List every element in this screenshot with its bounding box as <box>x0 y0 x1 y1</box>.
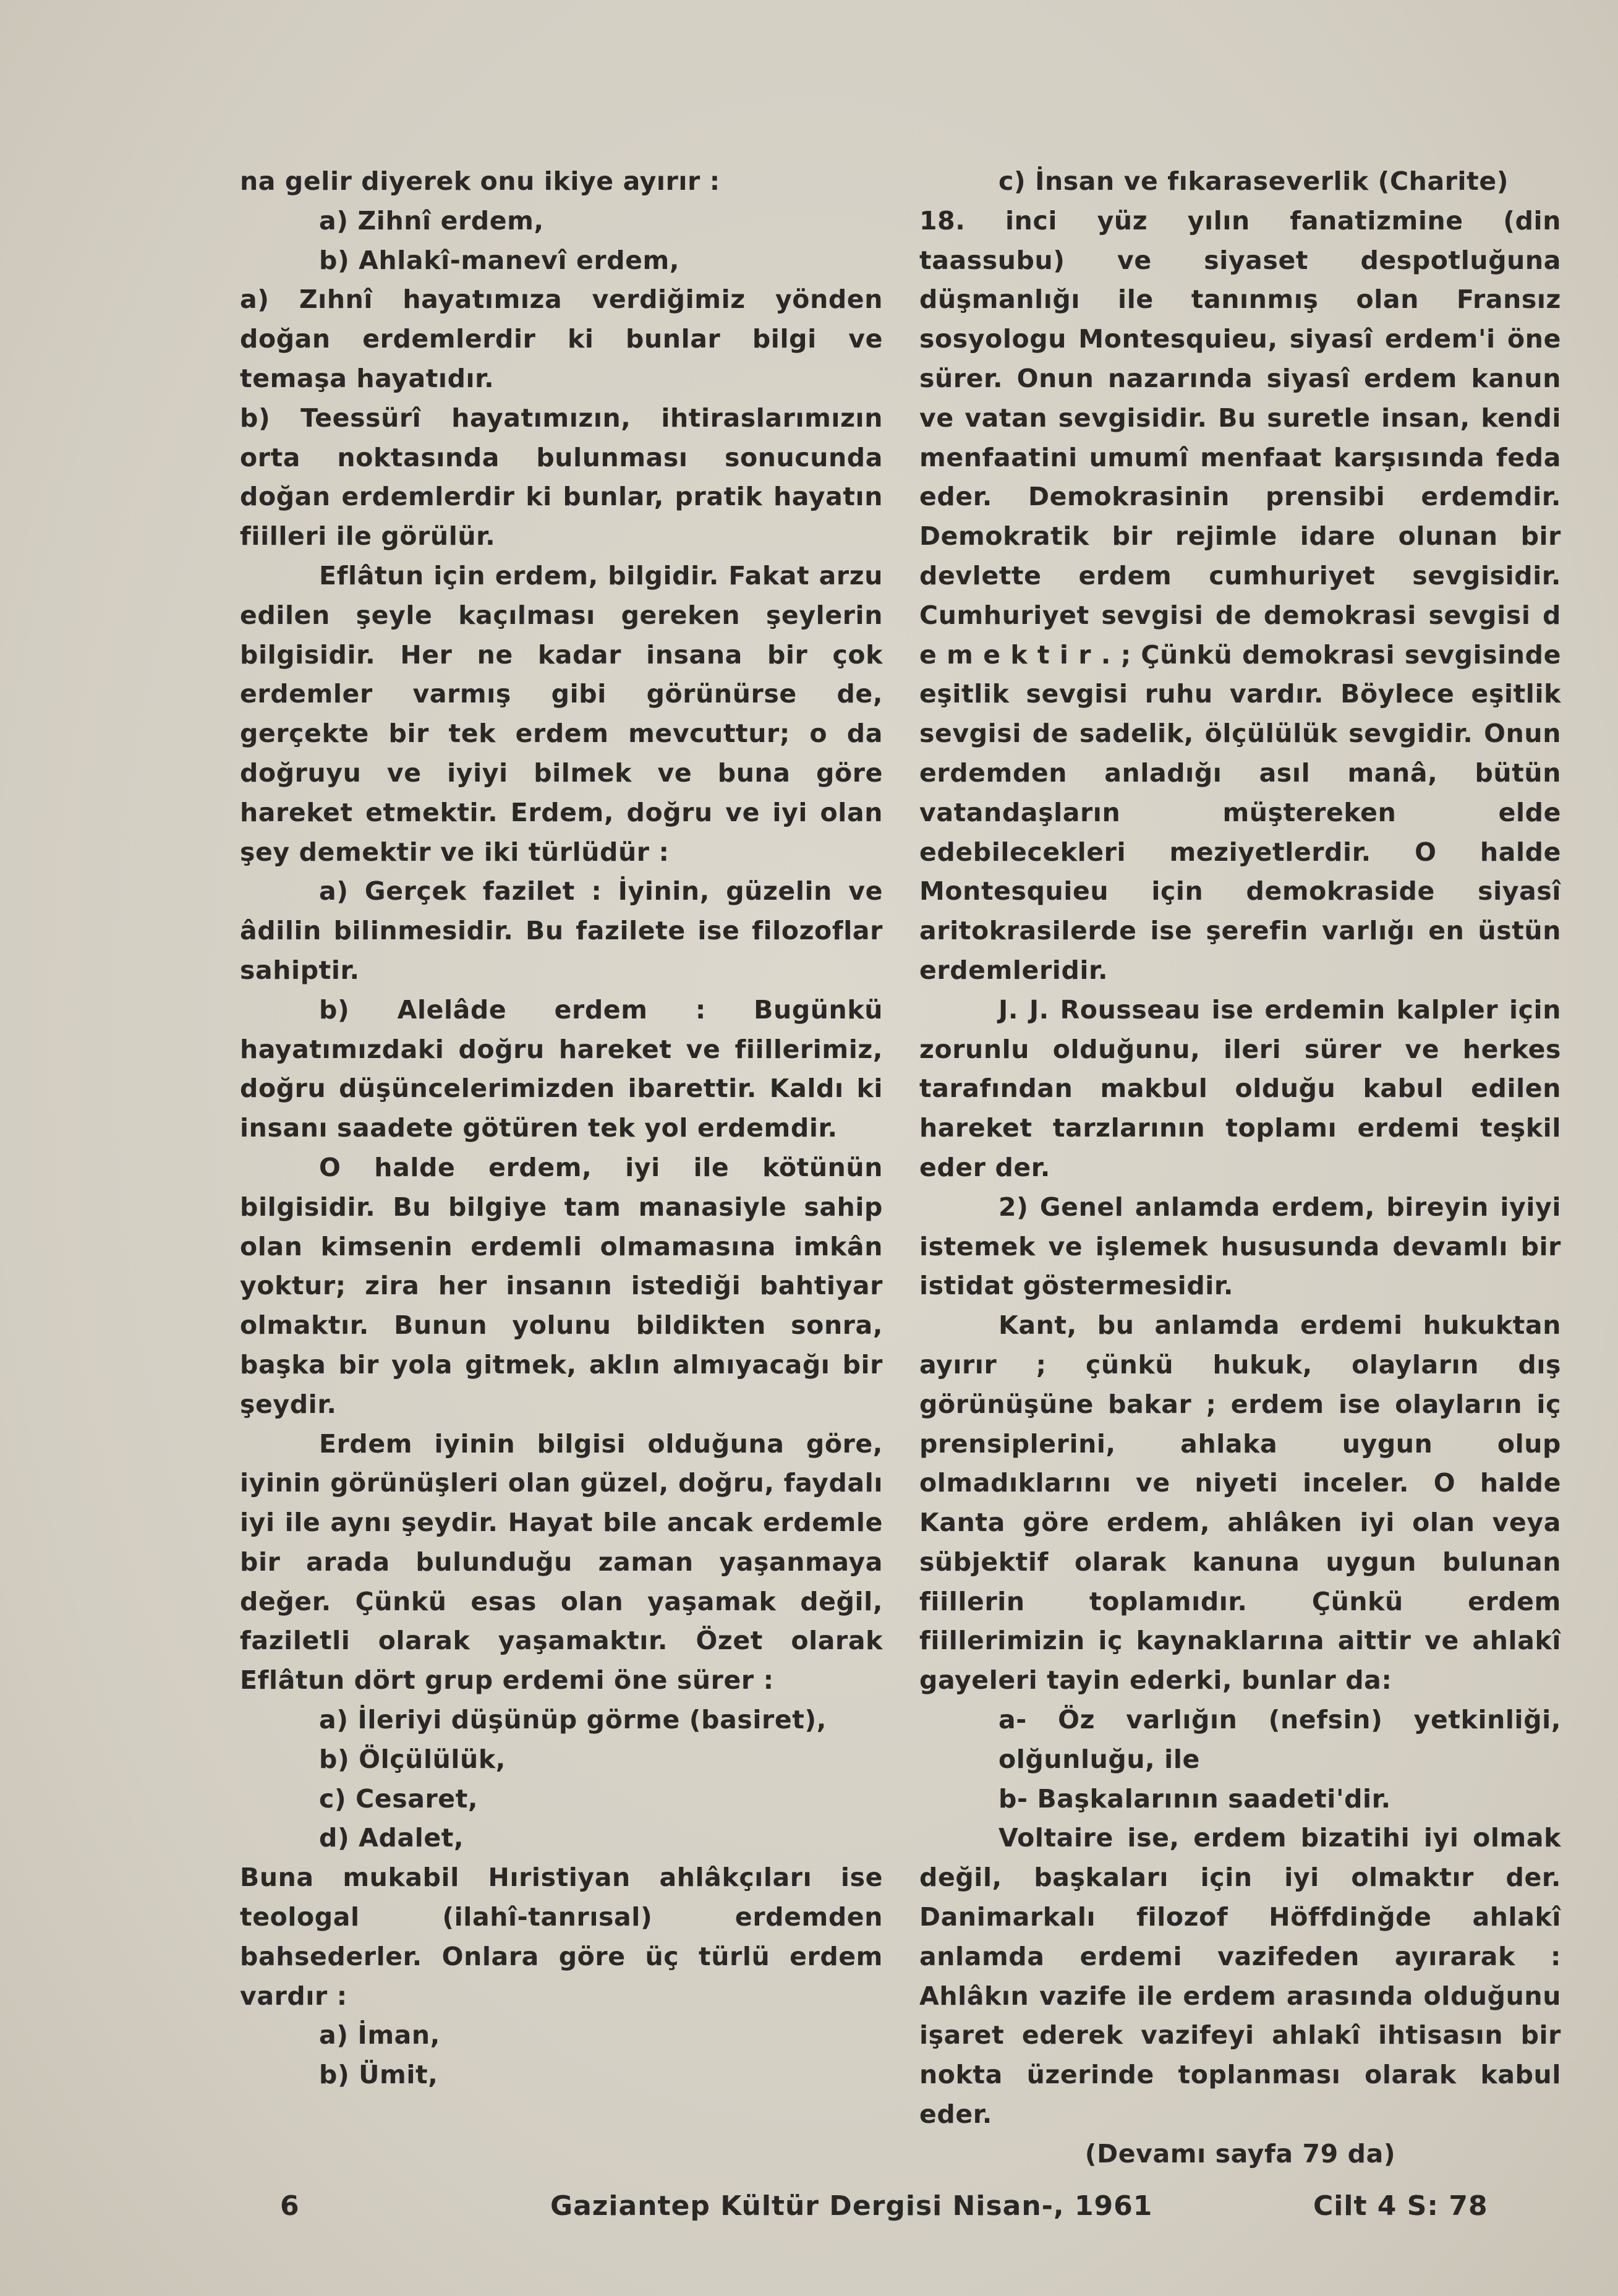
list-item: a) Zihnî erdem, <box>319 205 544 236</box>
paragraph: Eflâtun için erdem, bilgidir. Fakat arzu edilen şeyle kaçılması gereken şeylerin bilgisidir. Her ne kadar insana bir çok erdemler varmış gibi görünürse de, gerçekte bir tek erdem mevcuttur; o da doğruyu ve iyiyi bilmek ve buna göre hareket etmektir. Erdem, doğru ve iyi olan şey demektir ve iki türlüdür : <box>240 560 883 867</box>
list-item: b- Başkalarının saadeti'dir. <box>998 1783 1391 1814</box>
paragraph: 2) Genel anlamda erdem, bireyin iyiyi istemek ve işlemek hususunda devamlı bir istidat göstermesidir. <box>919 1192 1561 1301</box>
list-item: a) İleriyi düşünüp görme (basiret), <box>319 1705 827 1735</box>
paragraph: J. J. Rousseau ise erdemin kalpler için zorunlu olduğunu, ileri sürer ve herkes tarafından makbul olduğu kabul edilen hareket tarzlarının toplamı erdemi teşkil eder der. <box>919 994 1561 1182</box>
page-number: 6 <box>280 2190 300 2222</box>
paragraph: Buna mukabil Hıristiyan ahlâkçıları ise teologal (ilahî-tanrısal) erdemden bahsederler. Onlara göre üç türlü erdem vardır : <box>240 1863 883 2011</box>
list-item: c) Cesaret, <box>319 1783 479 1814</box>
paragraph: a) Zıhnî hayatımıza verdiğimiz yönden doğan erdemlerdir ki bunlar bilgi ve temaşa hayatıdır. <box>240 284 883 393</box>
list-item: b) Ahlakî-manevî erdem, <box>319 245 680 275</box>
paragraph: Erdem iyinin bilgisi olduğuna göre, iyinin görünüşleri olan güzel, doğru, faydalı iyi ile aynı şeydir. Hayat bile ancak erdemle bir arada bulunduğu zaman yaşanmaya değer. Çünkü esas olan yaşamak değil, faziletli olarak yaşamaktır. Özet olarak Eflâtun dört grup erdemi öne sürer : <box>240 1428 883 1696</box>
paragraph: a) Gerçek fazilet : İyinin, güzelin ve âdilin bilinmesidir. Bu fazilete ise filozoflar sahiptir. <box>240 876 883 985</box>
paragraph: 18. inci yüz yılın fanatizmine (din taassubu) ve siyaset despotluğuna düşmanlığı ile tanınmış olan Fransız sosyologu Montesquieu, siyasî erdem'i öne sürer. Onun nazarında siyasî erdem kanun ve vatan sevgisidir. Bu suretle insan, kendi menfaatini umumî menfaat karşısında feda eder. Demokrasinin prensibi erdemdir. Demokratik bir rejimle idare olunan bir devlette erdem cumhuriyet sevgisidir. Cumhuriyet sevgisi de demokrasi sevgisi d e m e k t i r . ; Çünkü demokrasi sevgisinde eşitlik sevgisi ruhu vardır. Böylece eşitlik sevgisi de sadelik, ölçülülük sevgidir. Onun erdemden anladığı asıl manâ, bütün vatandaşların müştereken elde edebilecekleri meziyetlerdir. O halde Montesquieu için demokraside siyasî aritokrasilerde ise şerefin varlığı en üstün erdemleridir. <box>919 205 1561 985</box>
list-item: a- Öz varlığın (nefsin) yetkinliği, olğunluğu, ile <box>998 1705 1561 1774</box>
right-column <box>919 162 1561 2174</box>
list-item: a) İman, <box>319 2020 440 2051</box>
continued-note: (Devamı sayfa 79 da) <box>1084 2138 1396 2169</box>
paragraph: Voltaire ise, erdem bizatihi iyi olmak değil, başkaları için iyi olmaktır der. Danimarkalı filozof Höffdinğde ahlakî anlamda erdemi vazifeden ayırarak : Ahlâkın vazife ile erdem arasında olduğunu işaret ederek vazifeyi ahlakî ihtisasın bir nokta üzerinde toplanması olarak kabul eder. <box>919 1823 1561 2130</box>
list-item: c) İnsan ve fıkaraseverlik (Charite) <box>998 166 1509 196</box>
volume-issue: Cilt 4 S: 78 <box>1313 2190 1488 2222</box>
list-item: b) Ümit, <box>319 2060 438 2090</box>
paragraph: O halde erdem, iyi ile kötünün bilgisidir. Bu bilgiye tam manasiyle sahip olan kimsenin erdemli olmamasına imkân yoktur; zira her insanın istediği bahtiyar olmaktır. Bunun yolunu bildikten sonra, başka bir yola gitmek, aklın almıyacağı bir şeydir. <box>240 1152 883 1419</box>
list-item: b) Ölçülülük, <box>319 1744 506 1774</box>
paragraph: b) Alelâde erdem : Bugünkü hayatımızdaki doğru hareket ve fiillerimiz, doğru düşüncelerimizden ibarettir. Kaldı ki insanı saadete götüren tek yol erdemdir. <box>240 994 883 1143</box>
page-footer <box>0 2190 1618 2227</box>
paragraph: Kant, bu anlamda erdemi hukuktan ayırır ; çünkü hukuk, olayların dış görünüşüne bakar ; erdem ise olayların iç prensiplerini, ahlaka uygun olup olmadıklarını ve niyeti inceler. O halde Kanta göre erdem, ahlâken iyi olan veya sübjektif olarak kanuna uygun bulunan fiillerin toplamıdır. Çünkü erdem fiillerimizin iç kaynaklarına aittir ve ahlakî gayeleri tayin ederki, bunlar da: <box>919 1310 1561 1696</box>
paragraph: na gelir diyerek onu ikiye ayırır : <box>240 166 720 196</box>
list-item: d) Adalet, <box>319 1823 464 1853</box>
magazine-name: Gaziantep Kültür Dergisi Nisan-, 1961 <box>550 2190 1153 2222</box>
left-column <box>240 162 883 2095</box>
paragraph: b) Teessürî hayatımızın, ihtiraslarımızın orta noktasında bulunması sonucunda doğan erdemlerdir ki bunlar, pratik hayatın fiilleri ile görülür. <box>240 403 883 552</box>
